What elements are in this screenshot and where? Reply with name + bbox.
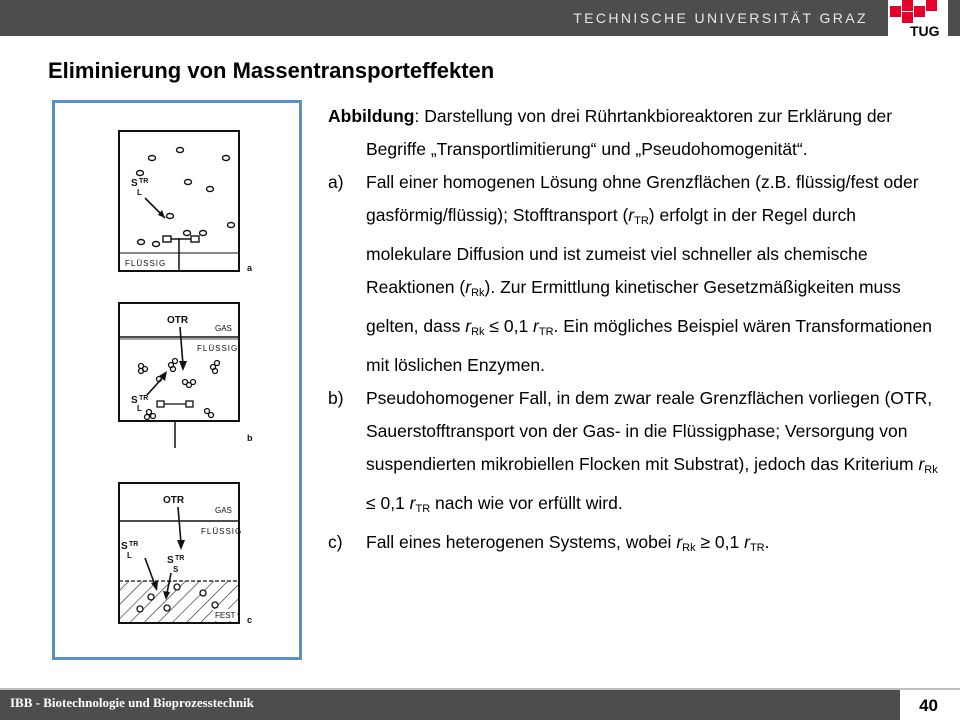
logo-text: TUG [910,23,940,38]
case-b-text-1: Pseudohomogener Fall, in dem zwar reale Grenzflächen vorliegen (OTR, Sauerstofftransport von der Gas- in die Flüssigphase; Versorgung von suspendierten mikrobiellen Flocken mit Substrat), jedoch das Kriterium [366,388,933,474]
panel-c-sl-label: S [121,541,128,552]
symbol-r: r [918,454,925,474]
panel-c-sl-sub: L [127,551,132,560]
symbol-r: r [676,532,683,552]
case-c-text-1: Fall eines heterogenen Systems, wobei [366,532,677,552]
figure-caption [328,100,938,166]
case-a-text-1: Fall einer homogenen Lösung ohne Grenzflächen (z.B. flüssig/fest oder gasförmig/flüssig); Stofftransport ( [366,172,919,225]
symbol-r: r [744,532,750,552]
institute-name: IBB - Biotechnologie und Bioprozesstechnik [10,695,254,710]
panel-c-otr-label: OTR [163,495,185,506]
panel-c-solid-label: FEST [215,611,236,620]
symbol-sub: Rk [471,326,485,338]
panel-b-otr-label: OTR [167,315,189,326]
case-a-marker: a) [328,172,344,192]
reactor-diagram [55,103,299,657]
panel-b-gas-label: GAS [215,324,232,333]
symbol-r: r [409,493,416,513]
panel-c-ss-sub: S [173,565,179,574]
panel-b-str-sup: TR [139,395,149,402]
symbol-r: r [533,316,539,336]
page-title: Eliminierung von Massentransporteffekten [48,58,495,83]
case-c-text-2: ≥ 0,1 [695,532,745,552]
panel-c-letter: c [247,615,253,625]
symbol-sub: Rk [924,464,938,476]
panel-a-liquid-label: FLÜSSIG [125,259,167,268]
symbol-sub: TR [749,542,765,554]
tug-logo [888,0,948,38]
case-b-text-2: ≤ 0,1 [366,493,410,513]
caption-label: Abbildung [328,106,415,126]
case-a [328,166,938,382]
case-b-marker: b) [328,388,344,408]
panel-c-sl-sup: TR [129,541,139,548]
panel-b [119,303,253,448]
case-a-text-5: . Ein mögliches Beispiel wären Transformationen mit löslichen Enzymen. [366,316,932,375]
caption-text: : Darstellung von drei Rührtankbioreaktoren zur Erklärung der Begriffe „Transportlimitierung“ und „Pseudohomogenität“. [366,106,893,159]
symbol-sub: Rk [682,542,696,554]
panel-a-letter: a [247,263,253,273]
panel-b-str-sub: L [137,404,142,413]
page-number: 40 [919,696,938,715]
case-c [328,526,938,565]
panel-c-ss-sup: TR [175,555,185,562]
case-c-marker: c) [328,532,343,552]
panel-b-str-label: S [131,395,138,406]
description-text [328,100,938,565]
panel-c-ss-label: S [167,555,174,566]
case-b-text-3: nach wie vor erfüllt wird. [430,493,623,513]
symbol-sub: Rk [471,287,485,299]
case-b [328,382,938,526]
panel-a [119,131,253,273]
university-name: TECHNISCHE UNIVERSITÄT GRAZ [573,10,868,26]
panel-c-liquid-label: FLÜSSIG [201,527,243,536]
panel-a-str-sup: TR [139,178,149,185]
panel-c [119,483,252,625]
symbol-sub: TR [415,503,431,515]
symbol-r: r [628,205,635,225]
reactor-figure [52,100,302,660]
case-c-text-3: . [764,532,770,552]
panel-c-gas-label: GAS [215,506,232,515]
symbol-r: r [465,316,472,336]
panel-b-letter: b [247,433,253,443]
case-a-text-3: ). Zur Ermittlung kinetischer Gesetzmäßigkeiten muss gelten, dass [366,277,901,336]
symbol-sub: TR [634,215,649,227]
case-a-text-2: ) erfolgt in der Regel durch molekulare Diffusion und ist zumeist viel schneller als chemische Reaktionen ( [366,205,868,297]
symbol-r: r [465,277,472,297]
panel-a-str-sub: L [137,188,142,197]
panel-a-str-label: S [131,178,138,189]
case-a-text-4: ≤ 0,1 [484,316,534,336]
panel-b-liquid-label: FLÜSSIG [197,344,239,353]
symbol-sub: TR [538,326,554,338]
